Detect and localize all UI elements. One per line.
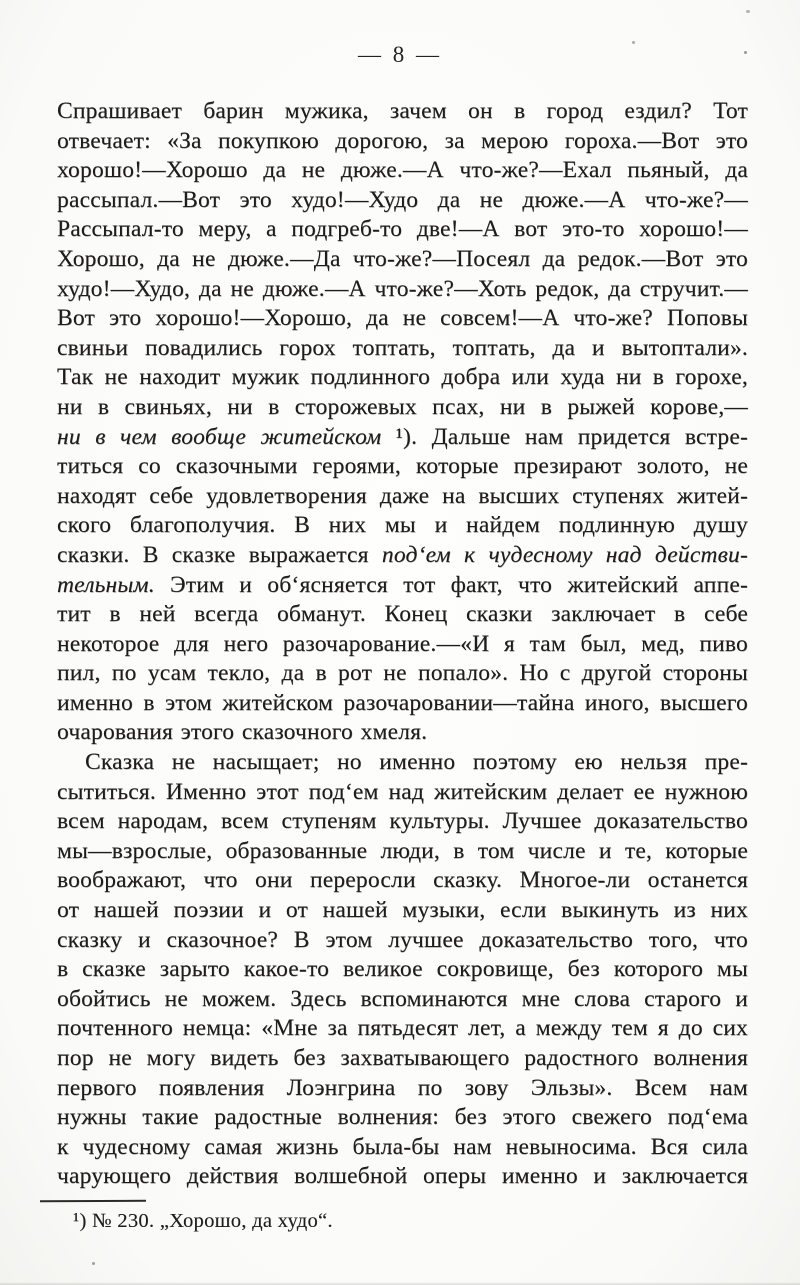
text-line <box>57 1103 748 1133</box>
text-segment: Сказка не насыщает; но именно поэтому ею нельзя пре- <box>85 749 748 776</box>
text-segment: тельным. <box>57 571 155 598</box>
text-line <box>57 423 748 453</box>
text-segment: титься со сказочными героями, которые презирают золото, не <box>57 453 748 480</box>
text-line <box>57 452 748 482</box>
text-segment: ни в свиньях, ни в сторожевых псах, ни в рыжей корове,— <box>57 393 748 420</box>
text-segment: хорошо!—Хорошо да не дюже.—А что-же?—Ехал пьяный, да <box>57 157 748 184</box>
text-line <box>57 393 748 423</box>
text-line <box>57 896 748 926</box>
text-line <box>57 1162 748 1192</box>
text-segment: свиньи повадились горох топтать, топтать, да и вытоптали». <box>57 334 748 361</box>
text-line <box>57 97 748 127</box>
text-line <box>57 837 748 867</box>
text-segment: ни в чем вообще житейском <box>57 423 382 450</box>
text-segment: от нашей поэзии и от нашей музыки, если выкинуть из них <box>57 897 748 924</box>
text-line <box>57 571 748 601</box>
text-segment: некоторое для него разочарование.—«И я там был, мед, пиво <box>57 630 748 657</box>
scan-speck <box>632 41 635 44</box>
text-line <box>57 926 748 956</box>
text-segment: под‘ем к чудесному над действи- <box>381 541 748 568</box>
scan-speck <box>746 10 750 13</box>
text-segment: худо!—Худо, да не дюже.—А что-же?—Хоть редок, да стручит.— <box>57 275 748 302</box>
text-segment: к чудесному самая жизнь была-бы нам невыносима. Вся сила <box>57 1133 748 1160</box>
text-segment: нужны такие радостные волнения: без этого свежего под‘ема <box>57 1104 748 1131</box>
text-line <box>57 304 748 334</box>
text-segment: Этим и об‘ясняется тот факт, что житейский аппе- <box>154 571 748 598</box>
text-segment: Так не находит мужик подлинного добра или худа ни в горохе, <box>57 364 748 391</box>
footnote-rule <box>40 1200 146 1203</box>
text-line <box>57 186 748 216</box>
text-line <box>57 215 748 245</box>
text-segment: ского благополучия. В них мы и найдем подлинную душу <box>57 512 748 539</box>
text-line <box>57 541 748 571</box>
scan-speck <box>744 51 747 54</box>
text-line <box>57 778 748 808</box>
text-segment: находят себе удовлетворения даже на высших ступенях житей- <box>57 482 748 509</box>
text-segment: в сказке зарыто какое-то великое сокровище, без которого мы <box>57 956 748 983</box>
text-segment: пил, по усам текло, да в рот не попало». Но с другой стороны <box>57 660 748 687</box>
text-line <box>57 1133 748 1163</box>
text-segment: воображают, что они переросли сказку. Многое-ли останется <box>57 867 748 894</box>
text-line <box>57 689 748 719</box>
text-line <box>57 363 748 393</box>
text-line <box>57 718 748 748</box>
text-segment: Спрашивает барин мужика, зачем он в город ездил? Тот <box>57 98 748 124</box>
text-segment: Хорошо, да не дюже.—Да что-же?—Посеял да редок.—Вот это <box>57 245 748 272</box>
text-line <box>57 955 748 985</box>
scan-speck <box>92 1262 95 1265</box>
page-number: — 8 — <box>358 42 442 67</box>
text-segment: чарующего действия волшебной оперы именно и заключается <box>57 1163 748 1190</box>
text-segment: ¹). Дальше нам придется встре- <box>381 423 749 450</box>
text-segment: тит в ней всегда обманут. Конец сказки заключает в себе <box>57 601 748 628</box>
text-segment: обойтись не можем. Здесь вспоминаются мне слова старого и <box>57 985 748 1012</box>
text-line <box>57 807 748 837</box>
text-line <box>57 334 748 364</box>
text-segment: Вот это хорошо!—Хорошо, да не совсем!—А что-же? Поповы <box>57 305 748 332</box>
text-line <box>57 245 748 275</box>
text-segment: почтенного немца: «Мне за пятьдесят лет, а между тем я до сих <box>57 1015 748 1042</box>
text-line <box>57 1074 748 1104</box>
text-line <box>57 127 748 157</box>
text-segment: именно в этом житейском разочаровании—тайна иного, высшего <box>57 689 748 716</box>
text-line <box>57 275 748 305</box>
text-segment: мы—взрослые, образованные люди, в том числе и те, которые <box>57 837 748 864</box>
text-segment: Рассыпал-то меру, а подгреб-то две!—А вот это-то хорошо!— <box>57 216 748 243</box>
footnote: ¹) № 230. „Хорошо, да худо“. <box>73 1210 333 1232</box>
text-segment: рассыпал.—Вот это худо!—Худо да не дюже.—А что-же?— <box>57 186 748 213</box>
text-line <box>57 630 748 660</box>
text-line <box>57 866 748 896</box>
text-segment: пор не могу видеть без захватывающего радостного волнения <box>57 1045 748 1071</box>
text-line <box>57 1044 748 1074</box>
text-segment: сказки. В сказке выражается <box>57 541 382 568</box>
text-line <box>57 985 748 1015</box>
text-line <box>57 1014 748 1044</box>
text-line <box>57 600 748 630</box>
text-line <box>57 748 748 778</box>
text-segment: очарования этого сказочного хмеля. <box>57 719 428 746</box>
text-segment: отвечает: «За покупкою дорогою, за мерою гороха.—Вот это <box>57 127 748 154</box>
text-line <box>57 511 748 541</box>
text-segment: сытиться. Именно этот под‘ем над житейским делает ее нужною <box>57 778 748 805</box>
page-text <box>57 97 748 1192</box>
text-line <box>57 482 748 512</box>
text-segment: всем народам, всем ступеням культуры. Лучшее доказательство <box>57 808 748 835</box>
text-line <box>57 156 748 186</box>
text-line <box>57 659 748 689</box>
text-segment: сказку и сказочное? В этом лучшее доказательство того, что <box>57 926 748 953</box>
text-segment: первого появления Лоэнгрина по зову Эльзы». Всем нам <box>57 1074 748 1101</box>
